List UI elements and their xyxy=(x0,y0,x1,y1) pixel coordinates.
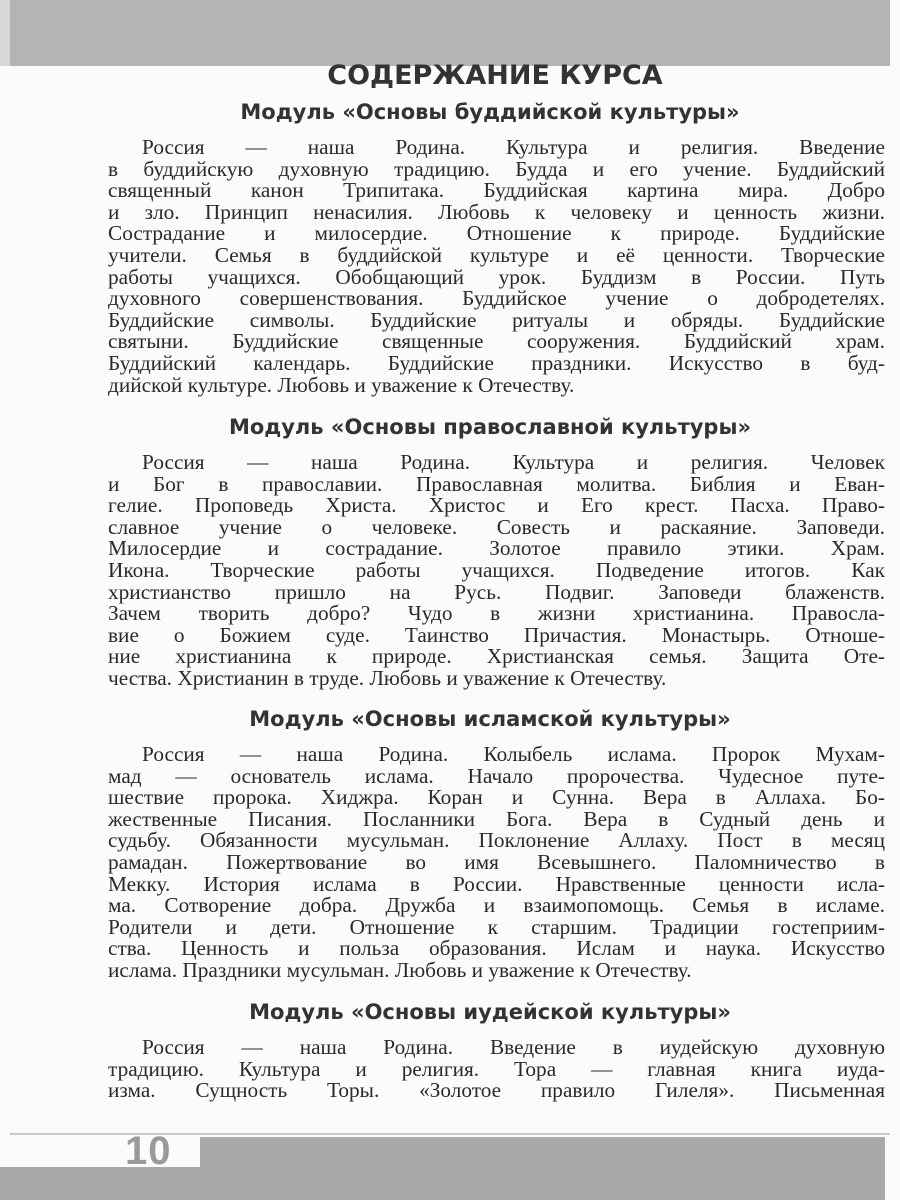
text-line: гелие. Проповедь Христа. Христос и Его крест. Пасха. Право- xyxy=(108,493,885,518)
text-line: христианство пришло на Русь. Подвиг. Заповеди блаженств. xyxy=(108,579,885,604)
text-line: ства. Ценность и польза образования. Ислам и наука. Искусство xyxy=(108,936,885,961)
text-line: учители. Семья в буддийской культуре и её ценности. Творческие xyxy=(108,242,885,267)
text-line: изма. Сущность Торы. «Золотое правило Гилеля». Письменная xyxy=(108,1078,885,1103)
text-line: и зло. Принцип ненасилия. Любовь к человеку и ценность жизни. xyxy=(108,199,885,224)
text-line: Родители и дети. Отношение к старшим. Традиции гостеприим- xyxy=(108,914,885,939)
text-line: мад — основатель ислама. Начало пророчества. Чудесное путе- xyxy=(108,763,885,788)
text-line: Россия — наша Родина. Культура и религия. Введение xyxy=(142,135,885,159)
header-band xyxy=(10,0,890,66)
page-number: 10 xyxy=(125,1129,172,1173)
text-line: Россия — наша Родина. Колыбель ислама. Пророк Мухам- xyxy=(142,742,885,766)
module-text-islamic xyxy=(108,744,885,982)
text-line: Буддийские символы. Буддийские ритуалы и обряды. Буддийские xyxy=(108,307,885,332)
text-line: шествие пророка. Хиджра. Коран и Сунна. Вера в Аллаха. Бо- xyxy=(108,785,885,810)
text-line: дийской культуре. Любовь и уважение к Отечеству. xyxy=(108,372,575,397)
header-band-edge xyxy=(0,0,10,66)
text-line: ислама. Праздники мусульман. Любовь и уважение к Отечеству. xyxy=(108,957,692,982)
text-line: священный канон Трипитака. Буддийская картина мира. Добро xyxy=(108,178,885,203)
text-line: традицию. Культура и религия. Тора — главная книга иуда- xyxy=(108,1056,885,1081)
text-line: Икона. Творческие работы учащихся. Подведение итогов. Как xyxy=(108,557,885,582)
text-line: ние христианина к природе. Христианская семья. Защита Оте- xyxy=(108,644,885,669)
module-text-orthodox xyxy=(108,452,885,690)
module-heading-orthodox: Модуль «Основы православной культуры» xyxy=(228,415,752,439)
text-line: вие о Божием суде. Таинство Причастия. Монастырь. Отноше- xyxy=(108,622,885,647)
text-line: жественные Писания. Посланники Бога. Вера в Судный день и xyxy=(108,806,885,831)
text-line: чества. Христианин в труде. Любовь и уважение к Отечеству. xyxy=(108,665,667,690)
page-title: СОДЕРЖАНИЕ КУРСА xyxy=(327,60,663,91)
text-line: духовного совершенствования. Буддийское учение о добродетелях. xyxy=(108,286,885,311)
text-line: Сострадание и милосердие. Отношение к природе. Буддийские xyxy=(108,221,885,246)
text-line: святыни. Буддийские священные сооружения. Буддийский храм. xyxy=(108,329,885,354)
text-line: Мекку. История ислама в России. Нравственные ценности исла- xyxy=(108,871,885,896)
module-heading-jewish: Модуль «Основы иудейской культуры» xyxy=(249,1000,731,1024)
text-line: и Бог в православии. Православная молитва. Библия и Еван- xyxy=(108,471,885,496)
module-heading-islamic: Модуль «Основы исламской культуры» xyxy=(249,707,731,731)
text-line: Зачем творить добро? Чудо в жизни христианина. Правосла- xyxy=(108,601,885,626)
text-line: судьбу. Обязанности мусульман. Поклонение Аллаху. Пост в месяц xyxy=(108,828,885,853)
text-line: Буддийский календарь. Буддийские праздники. Искусство в буд- xyxy=(108,350,885,375)
text-line: Милосердие и сострадание. Золотое правило этики. Храм. xyxy=(108,536,885,561)
text-line: ма. Сотворение добра. Дружба и взаимопомощь. Семья в исламе. xyxy=(108,893,885,918)
text-line: славное учение о человеке. Совесть и раскаяние. Заповеди. xyxy=(108,514,885,539)
text-line: в буддийскую духовную традицию. Будда и его учение. Буддийский xyxy=(108,156,885,181)
module-text-buddhist xyxy=(108,137,885,396)
text-line: рамадан. Пожертвование во имя Всевышнего. Паломничество в xyxy=(108,849,885,874)
text-line: работы учащихся. Обобщающий урок. Буддизм в России. Путь xyxy=(108,264,885,289)
text-line: Россия — наша Родина. Культура и религия. Человек xyxy=(142,450,885,474)
text-line: Россия — наша Родина. Введение в иудейскую духовную xyxy=(142,1035,885,1059)
module-text-jewish xyxy=(108,1037,885,1102)
module-heading-buddhist: Модуль «Основы буддийской культуры» xyxy=(240,100,740,124)
